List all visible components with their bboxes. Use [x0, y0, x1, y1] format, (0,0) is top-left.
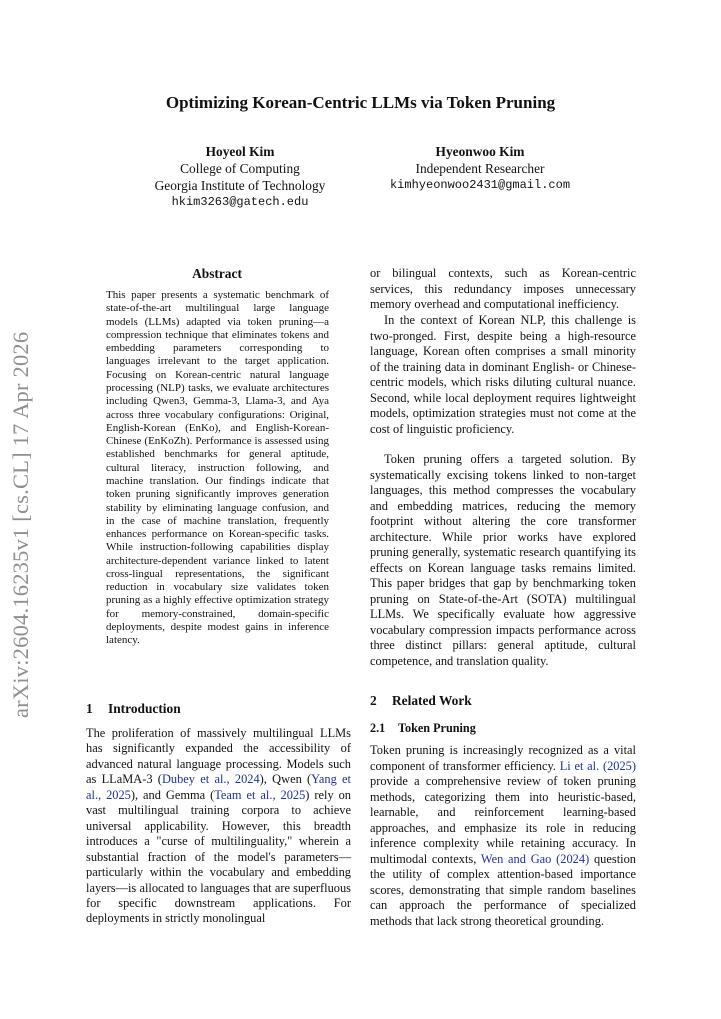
author-block-2 — [370, 143, 590, 194]
section-heading-introduction — [86, 701, 181, 717]
author-name: Hyeonwoo Kim — [435, 144, 525, 159]
introduction-paragraph: In the context of Korean NLP, this challenge is two-pronged. First, despite being a high-resource language, Korean often comprises a small minority of the training data in dominant English- or Chinese-centric models, which risks diluting cultural nuance. Second, while local deployment requires lightweight models, optimization strategies must not come at the cost of linguistic proficiency. — [370, 313, 636, 436]
section-heading-related-work — [370, 693, 472, 709]
citation-link[interactable]: Yang et al., 2025 — [86, 772, 351, 802]
author-name: Hoyeol Kim — [205, 144, 275, 159]
author-email[interactable]: hkim3263@gatech.edu — [171, 195, 309, 209]
citation-link[interactable]: Team et al., 2025 — [214, 787, 306, 802]
author-affiliation: College of Computing — [180, 161, 300, 176]
abstract-heading: Abstract — [192, 266, 242, 281]
text-segment: ), and Gemma ( — [130, 787, 215, 802]
section-title: Related Work — [392, 693, 472, 708]
subsection-title: Token Pruning — [398, 721, 476, 735]
text-segment: ) rely on vast multilingual training corpora to achieve universal applicability. However, this breadth introduces a "curse of multilinguality," wherein a substantial fraction of the model's parameters—particularly within the vocabulary and embedding layers—is allocated to languages that are superfluous for specific downstream applications. For deployments in strictly monolingual — [86, 787, 351, 926]
abstract-text: This paper presents a systematic benchmark of state-of-the-art multilingual large language models (LLMs) adapted via token pruning—a compression technique that eliminates tokens and embedding parameters corresponding to languages irrelevant to the target application. Focusing on Korean-centric natural language processing (NLP) tasks, we evaluate architectures including Qwen3, Gemma-3, Llama-3, and Aya across three vocabulary configurations: Original, English-Korean (EnKo), and English-Korean-Chinese (EnKoZh). Performance is assessed using established benchmarks for general aptitude, cultural literacy, instruction following, and machine translation. Our findings indicate that token pruning significantly improves generation stability by eliminating language confusion, and in the case of machine translation, frequently enhances performance on Korean-specific tasks. While instruction-following capabilities display architecture-dependent variance linked to latent cross-lingual representations, the significant reduction in vocabulary size validates token pruning as a highly effective optimization strategy for memory-constrained, domain-specific deployments, despite modest gains in inference latency. — [106, 289, 329, 647]
related-work-paragraph — [370, 743, 636, 929]
paper-title: Optimizing Korean-Centric LLMs via Token Pruning — [165, 93, 556, 112]
subsection-number: 2.1 — [370, 721, 386, 735]
text-segment: Token pruning is increasingly recognized as a vital component of transformer efficiency. — [370, 743, 636, 773]
introduction-paragraph-continued: or bilingual contexts, such as Korean-centric services, this redundancy imposes unnecessary memory overhead and computational inefficiency. — [370, 266, 636, 311]
text-segment: provide a comprehensive review of token pruning methods, categorizing them into heuristic-based, learnable, and reinforcement learning-based approaches, and emphasize its role in reducing inference complexity while retaining accuracy. In multimodal contexts, — [370, 774, 636, 866]
citation-link[interactable]: Wen and Gao (2024) — [480, 851, 590, 866]
author-block-1 — [130, 143, 350, 211]
subsection-heading-token-pruning — [370, 721, 476, 736]
text-segment: ), Qwen ( — [259, 772, 312, 787]
section-number: 2 — [370, 693, 377, 708]
section-number: 1 — [86, 701, 93, 716]
citation-link[interactable]: Dubey et al., 2024 — [161, 772, 260, 787]
text-segment: The proliferation of massively multilingual LLMs has significantly expanded the accessibility of advanced natural language processing. Models such as LLaMA-3 ( — [86, 726, 351, 787]
section-title: Introduction — [108, 701, 181, 716]
citation-link[interactable]: Li et al. (2025) — [559, 758, 636, 773]
author-affiliation: Georgia Institute of Technology — [154, 178, 326, 193]
arxiv-identifier[interactable]: arXiv:2604.16235v1 [cs.CL] 17 Apr 2026 — [8, 331, 33, 718]
text-segment: question the utility of complex attention-based importance scores, demonstrating that simple random baselines can approach the performance of specialized methods that lack strong theoretical grounding. — [370, 851, 636, 928]
introduction-paragraph: Token pruning offers a targeted solution. By systematically excising tokens linked to non-target languages, this method compresses the vocabulary and embedding matrices, reducing the memory footprint without altering the core transformer architecture. While prior works have explored pruning generally, systematic research quantifying its effects on Korean language tasks remains limited. This paper bridges that gap by benchmarking token pruning on State-of-the-Art (SOTA) multilingual LLMs. We specifically evaluate how aggressive vocabulary compression impacts performance across three distinct pillars: general aptitude, cultural competence, and translation quality. — [370, 452, 636, 668]
author-affiliation: Independent Researcher — [415, 161, 545, 176]
author-email[interactable]: kimhyeonwoo2431@gmail.com — [389, 178, 571, 192]
introduction-paragraph — [86, 726, 351, 927]
